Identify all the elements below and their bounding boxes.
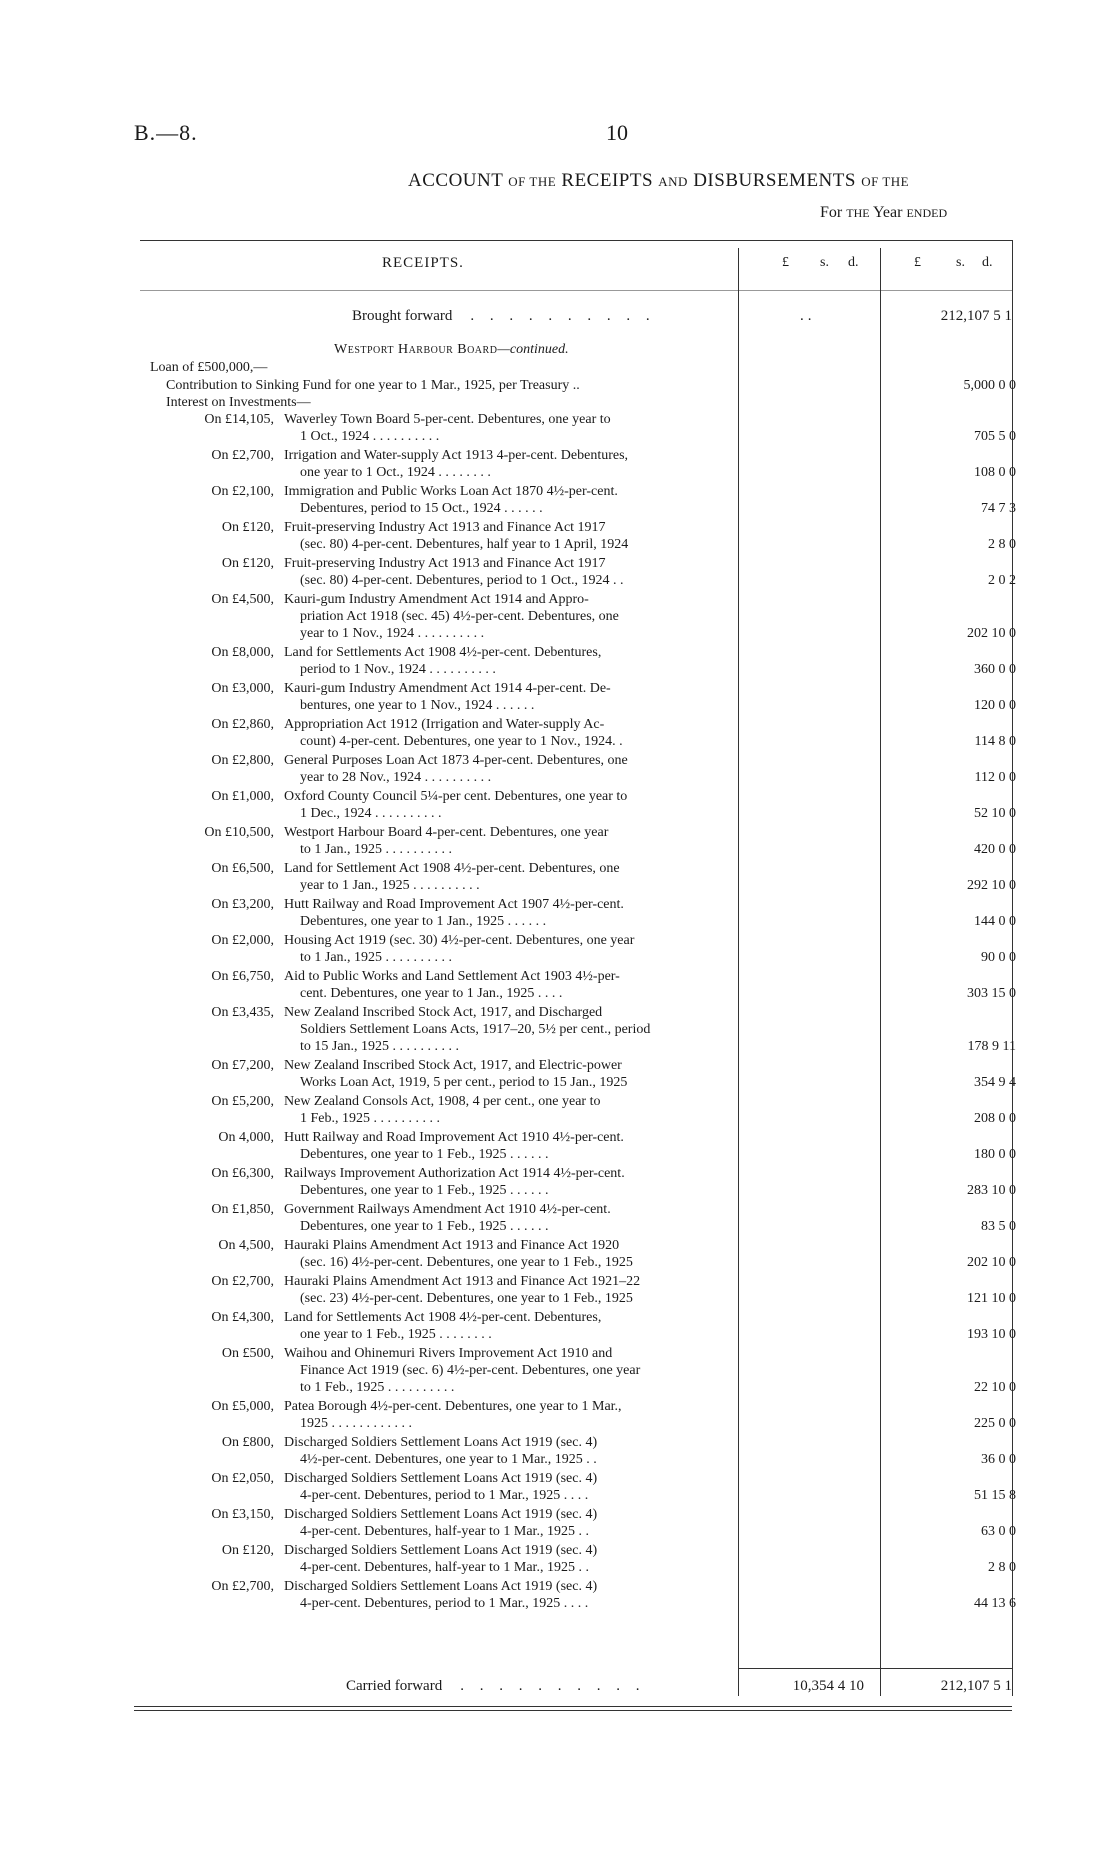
row-description-line: Fruit-preserving Industry Act 1913 and Finance Act 1917 [284, 520, 606, 535]
row-description [284, 591, 734, 642]
row-amount: 180 0 0 [974, 1147, 1016, 1162]
table-row [150, 644, 1016, 678]
row-description [284, 1129, 734, 1163]
row-description-line: bentures, one year to 1 Nov., 1924 . . . . . . [300, 698, 535, 713]
row-amount: 202 10 0 [967, 626, 1016, 641]
table-row [150, 1434, 1016, 1468]
table-row [150, 1273, 1016, 1307]
row-amount: 63 0 0 [981, 1524, 1016, 1539]
row-description-line: 1925 . . . . . . . . . . . . [300, 1416, 412, 1431]
table-top-rule [140, 240, 1012, 241]
table-row [150, 591, 1016, 642]
row-amount: 2 8 0 [988, 537, 1016, 552]
row-amount: 144 0 0 [974, 914, 1016, 929]
page-subtitle: For THE Year ENDED [820, 204, 948, 221]
row-description-line: one year to 1 Oct., 1924 . . . . . . . . [300, 465, 491, 480]
row-description-line: New Zealand Consols Act, 1908, 4 per cent., one year to [284, 1094, 601, 1109]
row-principal: On £6,750, [211, 969, 274, 984]
row-description [284, 1470, 734, 1504]
row-amount: 354 9 4 [974, 1075, 1016, 1090]
row-description [284, 555, 734, 589]
row-description [284, 1506, 734, 1540]
table-row [150, 824, 1016, 858]
column-2-shillings: s. [956, 255, 965, 270]
row-description-line: Debentures, period to 15 Oct., 1924 . . . . . . [300, 501, 543, 516]
row-amount: 303 15 0 [967, 986, 1016, 1001]
table-row [150, 447, 1016, 481]
row-amount: 292 10 0 [967, 878, 1016, 893]
row-description-line: Discharged Soldiers Settlement Loans Act 1919 (sec. 4) [284, 1471, 598, 1486]
section-heading: Westport Harbour Board—continued. [334, 342, 569, 357]
row-amount: 225 0 0 [974, 1416, 1016, 1431]
table-row [150, 1578, 1016, 1612]
row-principal: On £3,150, [211, 1507, 274, 1522]
row-description-line: Soldiers Settlement Loans Acts, 1917–20, 5½ per cent., period [300, 1022, 651, 1037]
row-principal: On £4,300, [211, 1310, 274, 1325]
row-description-line: Hutt Railway and Road Improvement Act 1910 4½-per-cent. [284, 1130, 624, 1145]
row-description-line: General Purposes Loan Act 1873 4-per-cent. Debentures, one [284, 753, 628, 768]
row-principal: On £3,200, [211, 897, 274, 912]
row-principal: On £2,700, [211, 1579, 274, 1594]
row-amount: 178 9 11 [967, 1039, 1016, 1054]
column-2-pence: d. [982, 255, 993, 270]
row-description-line: Westport Harbour Board 4-per-cent. Debentures, one year [284, 825, 609, 840]
row-description-line: Appropriation Act 1912 (Irrigation and Water-supply Ac- [284, 717, 605, 732]
row-principal: On £800, [221, 1435, 274, 1450]
row-description-line: Debentures, one year to 1 Feb., 1925 . . . . . . [300, 1219, 549, 1234]
document-reference: B.—8. [134, 120, 198, 145]
row-description-line: Oxford County Council 5¼-per cent. Debentures, one year to [284, 789, 628, 804]
row-description-line: to 15 Jan., 1925 . . . . . . . . . . [300, 1039, 460, 1054]
table-row [150, 483, 1016, 517]
row-description-line: 4-per-cent. Debentures, period to 1 Mar., 1925 . . . . [300, 1596, 589, 1611]
row-principal: On £14,105, [204, 412, 274, 427]
row-description-line: Fruit-preserving Industry Act 1913 and Finance Act 1917 [284, 556, 606, 571]
row-description [284, 1201, 734, 1235]
row-principal: On £500, [221, 1346, 274, 1361]
row-description-line: Land for Settlement Act 1908 4½-per-cent. Debentures, one [284, 861, 620, 876]
row-description-line: Aid to Public Works and Land Settlement Act 1903 4½-per- [284, 969, 620, 984]
table-row [150, 1004, 1016, 1055]
row-description [284, 1004, 734, 1055]
row-principal: On £2,700, [211, 448, 274, 463]
row-principal: On £6,300, [211, 1166, 274, 1181]
row-amount: 2 8 0 [988, 1560, 1016, 1575]
row-description-line: (sec. 23) 4½-per-cent. Debentures, one year to 1 Feb., 1925 [300, 1291, 633, 1306]
row-amount: 22 10 0 [974, 1380, 1016, 1395]
row-description-line: Hauraki Plains Amendment Act 1913 and Finance Act 1920 [284, 1238, 620, 1253]
row-description-line: Railways Improvement Authorization Act 1914 4½-per-cent. [284, 1166, 625, 1181]
row-description-line: Debentures, one year to 1 Feb., 1925 . . . . . . [300, 1183, 549, 1198]
row-description-line: New Zealand Inscribed Stock Act, 1917, and Discharged [284, 1005, 603, 1020]
row-amount: 705 5 0 [974, 429, 1016, 444]
column-2-pounds: £ [914, 255, 921, 270]
row-description [284, 1237, 734, 1271]
row-principal: On £5,200, [211, 1094, 274, 1109]
row-principal: On 4,000, [218, 1130, 274, 1145]
row-description [284, 1093, 734, 1127]
page-number: 10 [606, 120, 628, 145]
table-row [150, 1237, 1016, 1271]
row-description-line: Immigration and Public Works Loan Act 1870 4½-per-cent. [284, 484, 618, 499]
row-description [284, 1273, 734, 1307]
row-description-line: Patea Borough 4½-per-cent. Debentures, one year to 1 Mar., [284, 1399, 622, 1414]
column-divider-3 [1012, 240, 1013, 1696]
table-row [150, 1165, 1016, 1199]
row-principal: On £8,000, [211, 645, 274, 660]
row-description-line: 4-per-cent. Debentures, period to 1 Mar., 1925 . . . . [300, 1488, 589, 1503]
table-row [150, 680, 1016, 714]
row-description-line: (sec. 16) 4½-per-cent. Debentures, one year to 1 Feb., 1925 [300, 1255, 633, 1270]
row-principal: On £10,500, [204, 825, 274, 840]
row-description [284, 644, 734, 678]
row-principal: On £120, [221, 1543, 274, 1558]
row-description-line: Discharged Soldiers Settlement Loans Act 1919 (sec. 4) [284, 1579, 598, 1594]
receipts-heading: RECEIPTS. [382, 255, 464, 271]
row-description-line: to 1 Jan., 1925 . . . . . . . . . . [300, 842, 453, 857]
table-row [150, 1309, 1016, 1343]
row-description-line: count) 4-per-cent. Debentures, one year to 1 Nov., 1924. . [300, 734, 623, 749]
interest-heading: Interest on Investments— [166, 395, 311, 410]
row-description-line: Government Railways Amendment Act 1910 4½-per-cent. [284, 1202, 611, 1217]
row-description [284, 519, 734, 553]
row-amount: 420 0 0 [974, 842, 1016, 857]
row-amount: 36 0 0 [981, 1452, 1016, 1467]
table-row [150, 411, 1016, 445]
row-description [284, 447, 734, 481]
row-description-line: 4-per-cent. Debentures, half-year to 1 Mar., 1925 . . [300, 1524, 589, 1539]
row-amount: 283 10 0 [967, 1183, 1016, 1198]
row-description [284, 968, 734, 1002]
row-description-line: period to 1 Nov., 1924 . . . . . . . . . . [300, 662, 496, 677]
row-description [284, 1398, 734, 1432]
row-principal: On £3,000, [211, 681, 274, 696]
row-description-line: one year to 1 Feb., 1925 . . . . . . . . [300, 1327, 492, 1342]
row-description-line: Kauri-gum Industry Amendment Act 1914 and Appro- [284, 592, 589, 607]
carried-forward-amount: 10,354 4 10 [792, 1678, 864, 1694]
table-row [150, 932, 1016, 966]
row-amount: 193 10 0 [967, 1327, 1016, 1342]
row-description-line: Waverley Town Board 5-per-cent. Debentures, one year to [284, 412, 611, 427]
brought-forward-mid: .. [800, 308, 816, 324]
row-principal: On £2,100, [211, 484, 274, 499]
row-principal: On £2,050, [211, 1471, 274, 1486]
row-description [284, 752, 734, 786]
row-description-line: 4-per-cent. Debentures, half-year to 1 Mar., 1925 . . [300, 1560, 589, 1575]
row-principal: On £6,500, [211, 861, 274, 876]
table-row [150, 1470, 1016, 1504]
row-description [284, 932, 734, 966]
column-1-pounds: £ [782, 255, 789, 270]
table-row [150, 1201, 1016, 1235]
row-description-line: New Zealand Inscribed Stock Act, 1917, and Electric-power [284, 1058, 622, 1073]
row-amount: 112 0 0 [974, 770, 1016, 785]
row-principal: On £2,860, [211, 717, 274, 732]
row-amount: 108 0 0 [974, 465, 1016, 480]
row-description-line: cent. Debentures, one year to 1 Jan., 1925 . . . . [300, 986, 563, 1001]
row-description-line: 1 Dec., 1924 . . . . . . . . . . [300, 806, 442, 821]
row-description [284, 824, 734, 858]
row-description [284, 788, 734, 822]
table-row [150, 1345, 1016, 1396]
row-description-line: 4½-per-cent. Debentures, one year to 1 Mar., 1925 . . [300, 1452, 597, 1467]
row-description-line: Works Loan Act, 1919, 5 per cent., period to 15 Jan., 1925 [300, 1075, 628, 1090]
row-description [284, 716, 734, 750]
row-amount: 74 7 3 [981, 501, 1016, 516]
row-description-line: priation Act 1918 (sec. 45) 4½-per-cent. Debentures, one [300, 609, 619, 624]
row-description-line: Housing Act 1919 (sec. 30) 4½-per-cent. Debentures, one year [284, 933, 635, 948]
row-description [284, 896, 734, 930]
row-amount: 121 10 0 [967, 1291, 1016, 1306]
row-description-line: year to 1 Jan., 1925 . . . . . . . . . . [300, 878, 480, 893]
row-description-line: year to 28 Nov., 1924 . . . . . . . . . . [300, 770, 492, 785]
table-row [150, 716, 1016, 750]
row-description [284, 411, 734, 445]
table-bottom-rule-2 [134, 1710, 1012, 1711]
row-description [284, 1345, 734, 1396]
table-row [150, 1129, 1016, 1163]
row-description-line: Discharged Soldiers Settlement Loans Act 1919 (sec. 4) [284, 1507, 598, 1522]
brought-forward-label: Brought forward . . . . . . . . . . [352, 308, 656, 324]
row-description [284, 1057, 734, 1091]
table-row [150, 1398, 1016, 1432]
brought-forward-amount: 212,107 5 1 [940, 308, 1012, 324]
row-principal: On £1,000, [211, 789, 274, 804]
row-principal: On £1,850, [211, 1202, 274, 1217]
row-principal: On £4,500, [211, 592, 274, 607]
row-description-line: Discharged Soldiers Settlement Loans Act 1919 (sec. 4) [284, 1435, 598, 1450]
row-description-line: Waihou and Ohinemuri Rivers Improvement Act 1910 and [284, 1346, 613, 1361]
column-1-shillings: s. [820, 255, 829, 270]
loan-heading: Loan of £500,000,— [150, 360, 268, 375]
table-row [150, 860, 1016, 894]
row-description-line: Debentures, one year to 1 Feb., 1925 . . . . . . [300, 1147, 549, 1162]
row-principal: On £2,800, [211, 753, 274, 768]
table-row [150, 752, 1016, 786]
row-amount: 2 0 2 [988, 573, 1016, 588]
table-row [150, 896, 1016, 930]
row-description-line: Hauraki Plains Amendment Act 1913 and Finance Act 1921–22 [284, 1274, 641, 1289]
sinking-fund-row: Contribution to Sinking Fund for one year to 1 Mar., 1925, per Treasury .. [166, 378, 580, 393]
row-amount: 51 15 8 [974, 1488, 1016, 1503]
row-description-line: Debentures, one year to 1 Jan., 1925 . . . . . . [300, 914, 547, 929]
row-amount: 120 0 0 [974, 698, 1016, 713]
row-description [284, 1578, 734, 1612]
row-description-line: Irrigation and Water-supply Act 1913 4-per-cent. Debentures, [284, 448, 629, 463]
page-title: ACCOUNT OF THE RECEIPTS AND DISBURSEMENTS OF THE [408, 170, 910, 191]
row-description [284, 1165, 734, 1199]
row-description-line: 1 Oct., 1924 . . . . . . . . . . [300, 429, 440, 444]
row-description [284, 1434, 734, 1468]
table-row [150, 1093, 1016, 1127]
column-1-pence: d. [848, 255, 859, 270]
row-description [284, 1542, 734, 1576]
row-amount: 90 0 0 [981, 950, 1016, 965]
row-amount: 83 5 0 [981, 1219, 1016, 1234]
table-bottom-rule [134, 1706, 1012, 1707]
row-principal: On £5,000, [211, 1399, 274, 1414]
row-description-line: (sec. 80) 4-per-cent. Debentures, period to 1 Oct., 1924 . . [300, 573, 624, 588]
row-description-line: Finance Act 1919 (sec. 6) 4½-per-cent. Debentures, one year [300, 1363, 641, 1378]
row-amount: 208 0 0 [974, 1111, 1016, 1126]
row-amount: 114 8 0 [974, 734, 1016, 749]
row-description-line: to 1 Jan., 1925 . . . . . . . . . . [300, 950, 453, 965]
row-description-line: Land for Settlements Act 1908 4½-per-cent. Debentures, [284, 645, 602, 660]
row-amount: 52 10 0 [974, 806, 1016, 821]
carried-forward-label: Carried forward . . . . . . . . . . [346, 1678, 646, 1694]
header-bottom-rule [140, 290, 1012, 291]
carried-forward-top-rule [738, 1668, 1012, 1669]
row-description-line: (sec. 80) 4-per-cent. Debentures, half year to 1 April, 1924 [300, 537, 629, 552]
row-amount: 360 0 0 [974, 662, 1016, 677]
table-row [150, 788, 1016, 822]
table-row [150, 1506, 1016, 1540]
table-row [150, 968, 1016, 1002]
row-principal: On £120, [221, 520, 274, 535]
row-description-line: Discharged Soldiers Settlement Loans Act 1919 (sec. 4) [284, 1543, 598, 1558]
row-principal: On £2,000, [211, 933, 274, 948]
row-principal: On £3,435, [211, 1005, 274, 1020]
row-description-line: Kauri-gum Industry Amendment Act 1914 4-per-cent. De- [284, 681, 611, 696]
table-row [150, 555, 1016, 589]
row-principal: On £120, [221, 556, 274, 571]
row-description [284, 483, 734, 517]
row-description-line: year to 1 Nov., 1924 . . . . . . . . . . [300, 626, 485, 641]
row-principal: On 4,500, [218, 1238, 274, 1253]
row-description-line: to 1 Feb., 1925 . . . . . . . . . . [300, 1380, 455, 1395]
row-description-line: Hutt Railway and Road Improvement Act 1907 4½-per-cent. [284, 897, 624, 912]
row-amount: 202 10 0 [967, 1255, 1016, 1270]
row-principal: On £2,700, [211, 1274, 274, 1289]
row-description [284, 1309, 734, 1343]
row-description-line: Land for Settlements Act 1908 4½-per-cent. Debentures, [284, 1310, 602, 1325]
row-description-line: 1 Feb., 1925 . . . . . . . . . . [300, 1111, 440, 1126]
table-row [150, 1542, 1016, 1576]
row-amount: 44 13 6 [974, 1596, 1016, 1611]
table-row [150, 519, 1016, 553]
row-principal: On £7,200, [211, 1058, 274, 1073]
carried-forward-total: 212,107 5 1 [940, 1678, 1012, 1694]
row-description [284, 860, 734, 894]
row-description [284, 680, 734, 714]
table-row [150, 1057, 1016, 1091]
